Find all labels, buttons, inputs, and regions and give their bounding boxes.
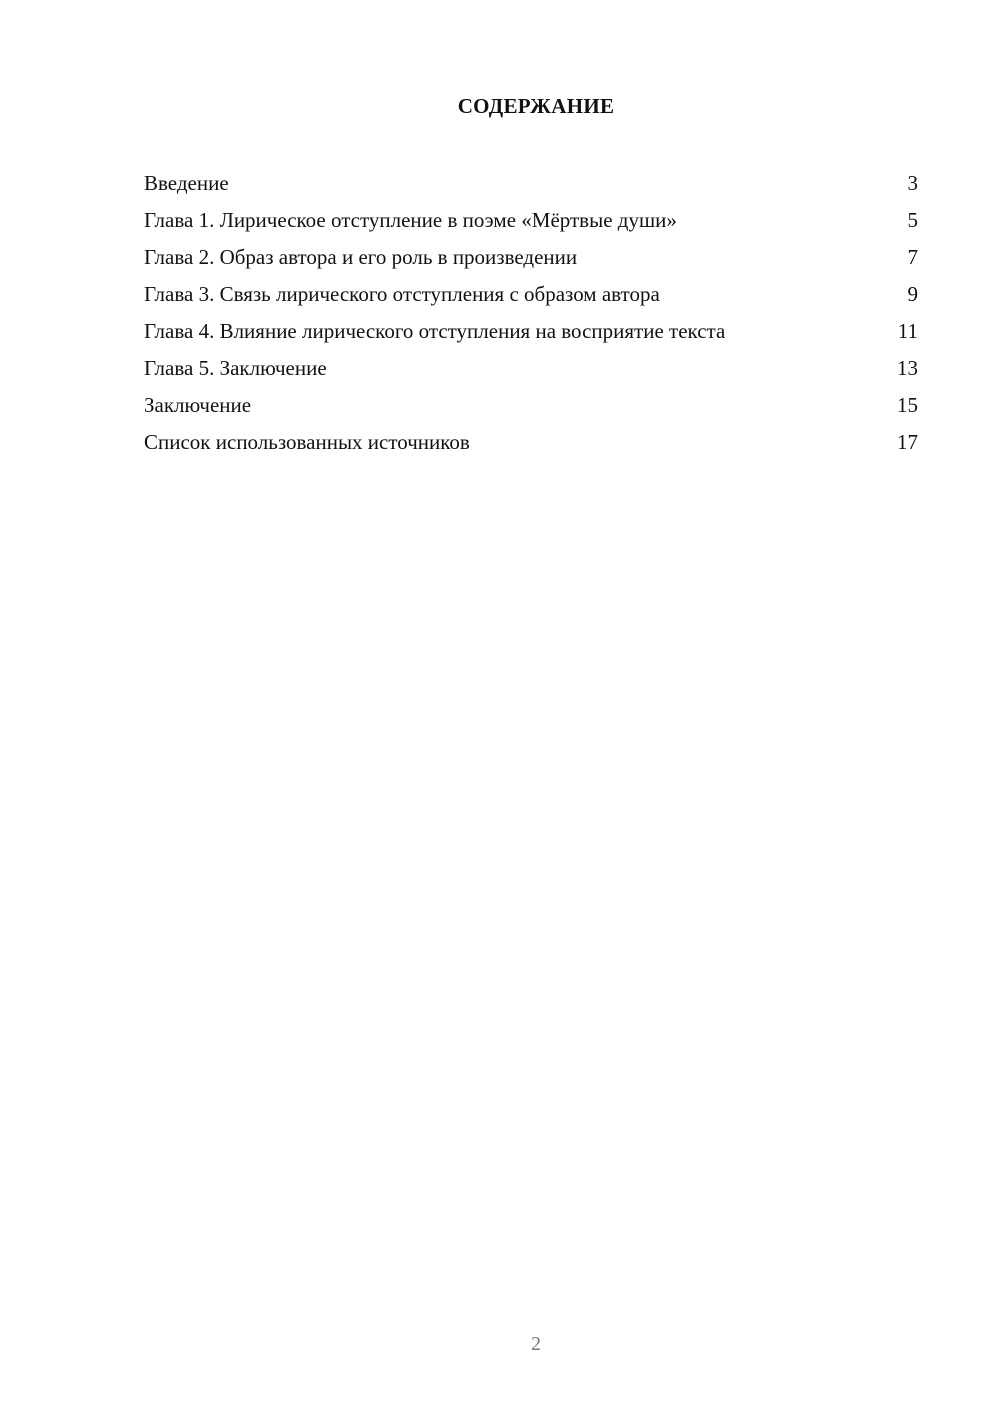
table-of-contents xyxy=(144,170,918,466)
toc-entry-label: Глава 5. Заключение xyxy=(144,356,327,380)
toc-entry-page: 3 xyxy=(907,171,918,195)
toc-entry-page: 9 xyxy=(907,282,918,306)
toc-entry[interactable] xyxy=(144,244,918,271)
toc-entry-page: 5 xyxy=(907,208,918,232)
toc-entry-page: 13 xyxy=(897,356,918,380)
toc-entry[interactable] xyxy=(144,429,918,456)
toc-entry-page: 7 xyxy=(907,245,918,269)
toc-entry-label: Заключение xyxy=(144,393,252,417)
toc-entry[interactable] xyxy=(144,207,918,234)
toc-entry[interactable] xyxy=(144,355,918,382)
page-number: 2 xyxy=(531,1333,541,1355)
toc-entry[interactable] xyxy=(144,392,918,419)
toc-title: СОДЕРЖАНИЕ xyxy=(457,94,615,118)
toc-entry[interactable] xyxy=(144,281,918,308)
toc-entry-page: 11 xyxy=(897,319,918,343)
toc-entry-label: Введение xyxy=(144,171,229,195)
toc-entry-label: Глава 2. Образ автора и его роль в произведении xyxy=(144,245,578,269)
toc-entry[interactable] xyxy=(144,170,918,197)
toc-entry-label: Глава 3. Связь лирического отступления с образом автора xyxy=(144,282,660,306)
toc-entry[interactable] xyxy=(144,318,918,345)
toc-entry-label: Список использованных источников xyxy=(144,430,470,454)
toc-entry-page: 15 xyxy=(897,393,918,417)
toc-entry-label: Глава 4. Влияние лирического отступления на восприятие текста xyxy=(144,319,726,343)
toc-entry-page: 17 xyxy=(897,430,918,454)
toc-entry-label: Глава 1. Лирическое отступление в поэме «Мёртвые души» xyxy=(144,208,677,232)
